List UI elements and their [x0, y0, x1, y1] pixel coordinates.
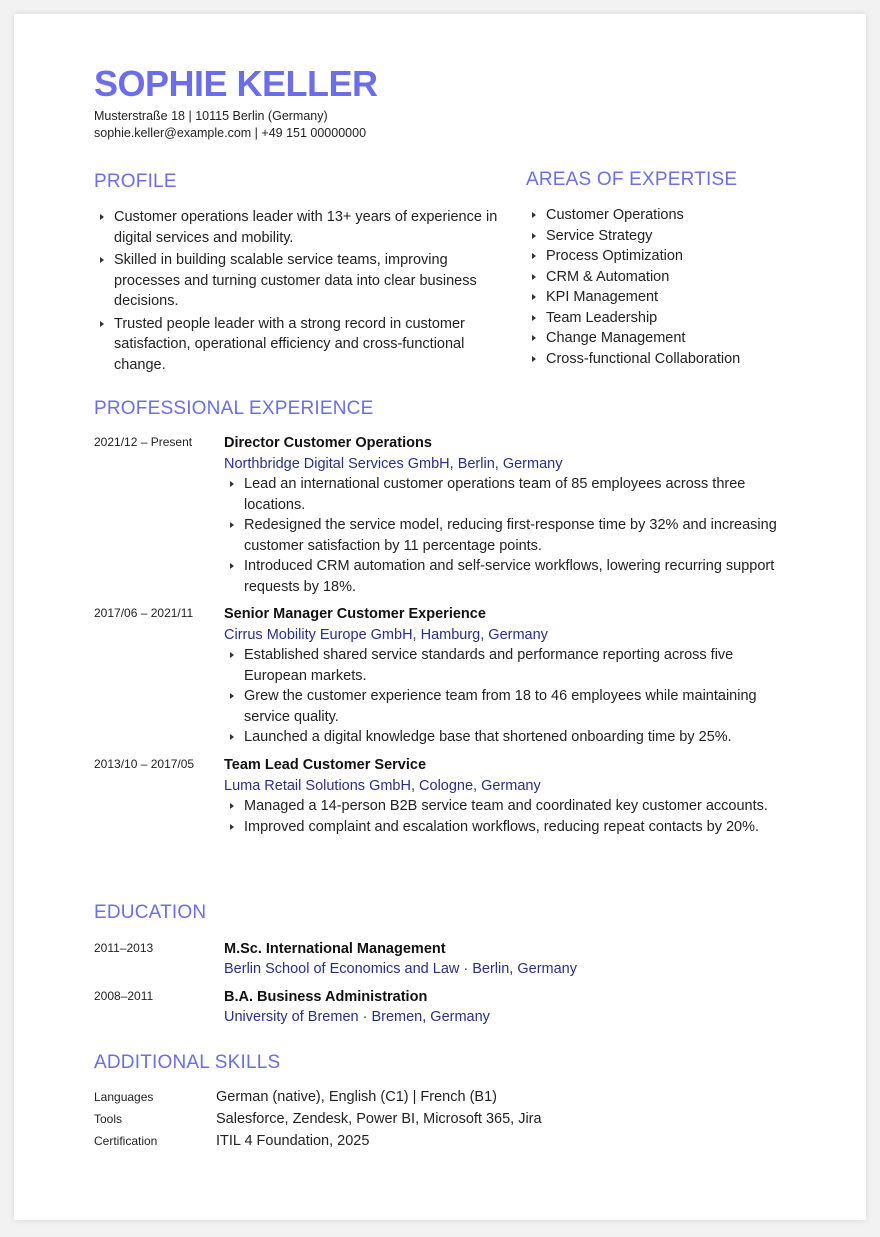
experience-body [224, 604, 794, 748]
school-name: University of Bremen · Bremen, Germany [224, 1009, 490, 1025]
degree-title: M.Sc. International Management [224, 941, 446, 957]
expertise-item: CRM & Automation [526, 267, 826, 288]
profile-heading: PROFILE [94, 171, 177, 192]
candidate-name: SOPHIE KELLER [94, 63, 378, 104]
skill-label: Tools [94, 1112, 123, 1126]
expertise-item: Cross-functional Collaboration [526, 349, 826, 370]
experience-date: 2021/12 – Present [94, 435, 193, 449]
achievement-item: Redesigned the service model, reducing first-response time by 32% and increasing customer satisfaction by 11 percentage points. [224, 515, 794, 556]
expertise-list [526, 205, 826, 369]
expertise-item: Process Optimization [526, 246, 826, 267]
employer: Luma Retail Solutions GmbH, Cologne, Germany [224, 778, 541, 794]
education-heading: EDUCATION [94, 902, 207, 923]
expertise-item: Change Management [526, 328, 826, 349]
achievement-list [224, 645, 794, 748]
job-title: Senior Manager Customer Experience [224, 606, 486, 622]
achievement-list [224, 474, 794, 597]
education-date: 2008–2011 [94, 989, 154, 1003]
profile-list [94, 207, 514, 377]
skill-label: Certification [94, 1134, 158, 1148]
employer: Cirrus Mobility Europe GmbH, Hamburg, Germany [224, 627, 548, 643]
job-title: Team Lead Customer Service [224, 757, 427, 773]
achievement-item: Managed a 14-person B2B service team and coordinated key customer accounts. [224, 796, 794, 817]
degree-title: B.A. Business Administration [224, 989, 428, 1005]
expertise-heading: AREAS OF EXPERTISE [526, 169, 738, 190]
education-body [224, 987, 794, 1027]
achievement-item: Grew the customer experience team from 18 to 46 employees while maintaining service quality. [224, 686, 794, 727]
achievement-item: Established shared service standards and performance reporting across five European markets. [224, 645, 794, 686]
expertise-item: Service Strategy [526, 226, 826, 247]
skill-label: Languages [94, 1090, 154, 1104]
achievement-list [224, 796, 794, 837]
skill-row [94, 1131, 794, 1153]
experience-body [224, 755, 794, 837]
achievement-item: Improved complaint and escalation workflows, reducing repeat contacts by 20%. [224, 817, 794, 838]
experience-heading: PROFESSIONAL EXPERIENCE [94, 398, 374, 419]
experience-date: 2017/06 – 2021/11 [94, 606, 194, 620]
experience-body [224, 433, 794, 597]
job-title: Director Customer Operations [224, 435, 432, 451]
achievement-item: Lead an international customer operations team of 85 employees across three locations. [224, 474, 794, 515]
profile-item: Customer operations leader with 13+ years of experience in digital services and mobility. [94, 207, 514, 248]
expertise-item: Customer Operations [526, 205, 826, 226]
resume-page [14, 14, 866, 1220]
experience-date: 2013/10 – 2017/05 [94, 757, 195, 771]
employer: Northbridge Digital Services GmbH, Berlin, Germany [224, 456, 563, 472]
address-line: Musterstraße 18 | 10115 Berlin (Germany) [94, 109, 328, 123]
profile-item: Skilled in building scalable service teams, improving processes and turning customer data into clear business decisions. [94, 250, 514, 312]
contact-line: sophie.keller@example.com | +49 151 00000000 [94, 126, 367, 140]
achievement-item: Launched a digital knowledge base that shortened onboarding time by 25%. [224, 727, 794, 748]
skill-value: German (native), English (C1) | French (B1) [216, 1089, 497, 1105]
expertise-item: Team Leadership [526, 308, 826, 329]
skill-row [94, 1087, 794, 1109]
education-body [224, 939, 794, 979]
achievement-item: Introduced CRM automation and self-service workflows, lowering recurring support requests by 18%. [224, 556, 794, 597]
skill-value: Salesforce, Zendesk, Power BI, Microsoft 365, Jira [216, 1111, 542, 1127]
school-name: Berlin School of Economics and Law · Berlin, Germany [224, 961, 577, 977]
skills-heading: ADDITIONAL SKILLS [94, 1052, 281, 1073]
expertise-item: KPI Management [526, 287, 826, 308]
profile-item: Trusted people leader with a strong record in customer satisfaction, operational efficiency and cross-functional change. [94, 314, 514, 376]
skill-row [94, 1109, 794, 1131]
skill-value: ITIL 4 Foundation, 2025 [216, 1133, 370, 1149]
education-date: 2011–2013 [94, 941, 154, 955]
